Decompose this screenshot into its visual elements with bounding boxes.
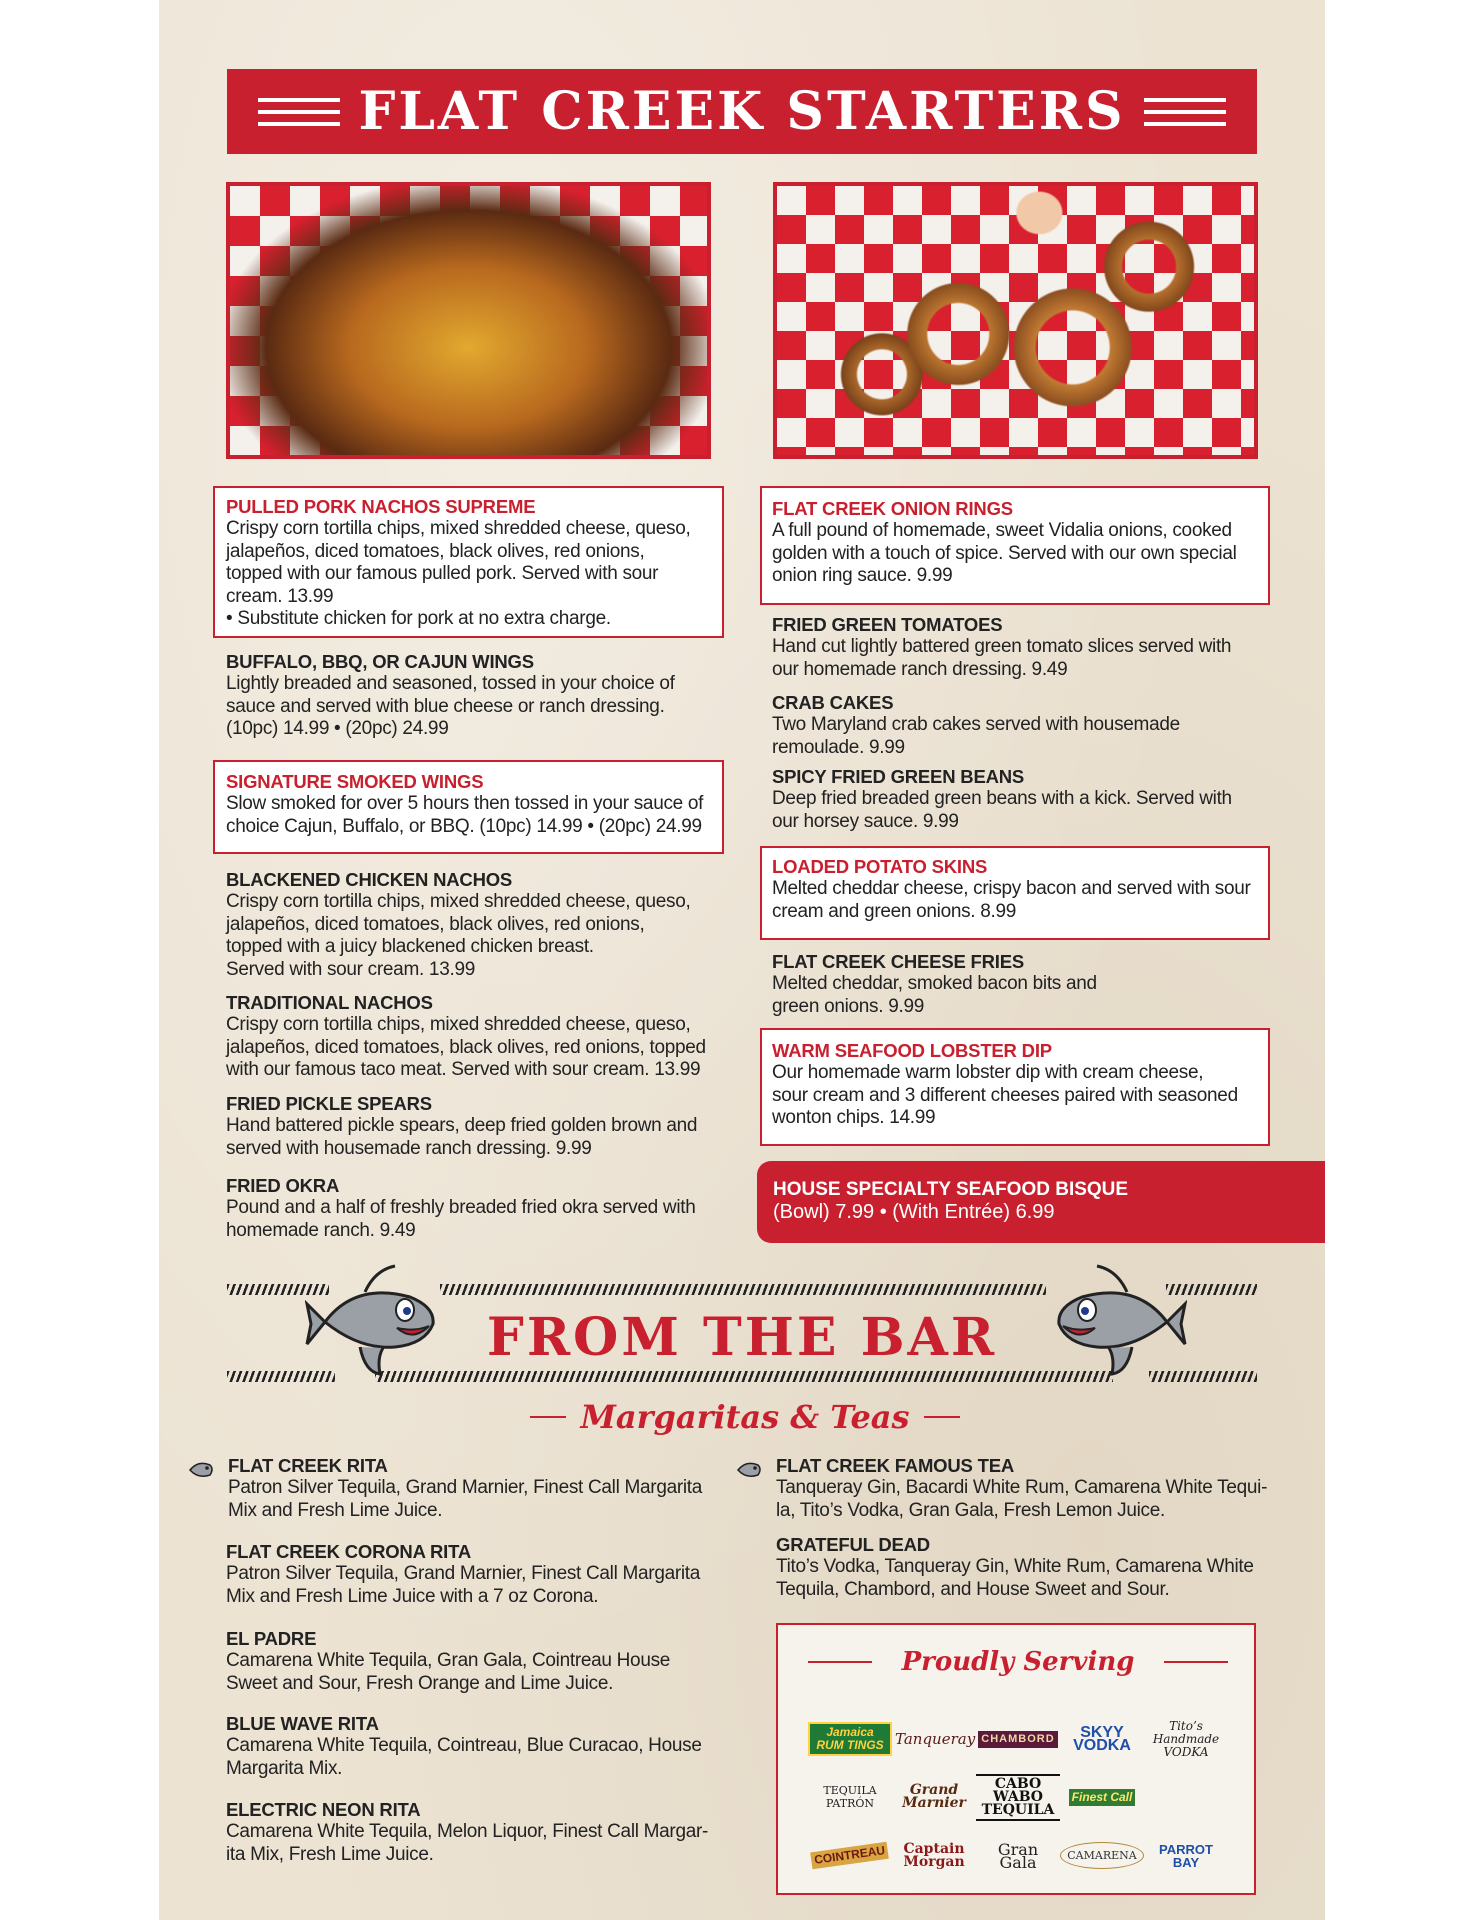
item-line: jalapeños, diced tomatoes, black olives, red onions, topped [226,1036,706,1058]
drink-line: Tequila, Chambord, and House Sweet and Sour. [776,1578,1170,1600]
tanqueray-logo: Tanqueray [895,1729,976,1748]
drink-line: Camarena White Tequila, Melon Liquor, Finest Call Margar- [226,1821,709,1842]
menu-item [772,498,1237,588]
item-line: Two Maryland crab cakes served with housemade [772,714,1180,735]
fish-bullet-icon [734,1455,764,1485]
captain-morgan-logo: Captain Morgan [903,1840,965,1870]
drink-title: BLUE WAVE RITA [226,1713,379,1734]
serving-rule [808,1661,872,1663]
item-title: SPICY FRIED GREEN BEANS [772,766,1025,787]
fish-bullet-icon [186,1455,216,1485]
cointreau-logo: COINTREAU [811,1842,890,1870]
menu-item [226,1175,696,1242]
fish-mascot-icon [305,1262,445,1377]
item-title: TRADITIONAL NACHOS [226,992,433,1013]
drink-line: Mix and Fresh Lime Juice with a 7 oz Corona. [226,1585,599,1607]
item-line: Crispy corn tortilla chips, mixed shredded cheese, queso, [226,1014,691,1035]
brand-logo-grid [808,1710,1228,1885]
item-line: Melted cheddar cheese, crispy bacon and served with sour [772,878,1251,899]
drink-item [226,1628,670,1695]
serving-header [808,1637,1228,1687]
item-line: jalapeños, diced tomatoes, black olives, red onions, [226,913,645,935]
menu-item [772,766,1232,833]
drink-title: FLAT CREEK RITA [228,1455,388,1476]
item-line: with our famous taco meat. Served with sour cream. 13.99 [226,1059,701,1080]
item-line: A full pound of homemade, sweet Vidalia onions, cooked [772,520,1232,541]
item-line: Pound and a half of freshly breaded fried okra served with [226,1197,696,1218]
item-line: remoulade. 9.99 [772,736,905,758]
drink-item [226,1541,700,1608]
item-title: SIGNATURE SMOKED WINGS [226,771,484,792]
gran-gala-logo: Gran Gala [997,1839,1039,1872]
drink-title: FLAT CREEK CORONA RITA [226,1541,471,1562]
fish-mascot-icon [1047,1262,1187,1377]
item-line: cream and green onions. 8.99 [772,900,1017,922]
subtitle-rule [924,1416,960,1418]
subtitle-text: Margaritas & Teas [580,1398,910,1436]
nachos-photo [226,182,711,459]
item-line: Deep fried breaded green beans with a kick. Served with [772,788,1232,809]
item-line: homemade ranch. 9.49 [226,1219,416,1241]
drink-title: EL PADRE [226,1628,317,1649]
drink-item [776,1455,1267,1522]
drink-title: GRATEFUL DEAD [776,1534,930,1555]
item-title: WARM SEAFOOD LOBSTER DIP [772,1040,1052,1061]
item-line: Crispy corn tortilla chips, mixed shredded cheese, queso, [226,891,691,912]
item-line: topped with our famous pulled pork. Served with sour [226,563,659,584]
item-line: Our homemade warm lobster dip with cream cheese, [772,1062,1204,1083]
item-line: jalapeños, diced tomatoes, black olives, red onions, [226,540,645,562]
item-line: sour cream and 3 different cheeses paired with seasoned [772,1084,1238,1106]
item-title: CRAB CAKES [772,692,894,713]
starters-banner [227,69,1257,154]
finest-call-logo: Finest Call [1069,1789,1136,1806]
menu-item [772,614,1231,681]
grand-marnier-logo: Grand Marnier [902,1782,966,1812]
proudly-serving-panel [776,1623,1256,1895]
drink-title: ELECTRIC NEON RITA [226,1799,421,1820]
item-line: Crispy corn tortilla chips, mixed shredded cheese, queso, [226,518,691,539]
item-line: choice Cajun, Buffalo, or BBQ. (10pc) 14.99 • (20pc) 24.99 [226,815,702,837]
banner-lines-right [1144,98,1226,126]
item-title: FRIED OKRA [226,1175,340,1196]
item-line: Melted cheddar, smoked bacon bits and [772,973,1097,994]
onion-rings-photo [773,182,1258,459]
patron-logo: TEQUILA PATRÓN [823,1784,877,1811]
bisque-price: (Bowl) 7.99 • (With Entrée) 6.99 [773,1201,1055,1223]
menu-item [772,951,1097,1018]
item-line: sauce and served with blue cheese or ranch dressing. [226,695,665,717]
menu-item [772,692,1180,759]
drink-title: FLAT CREEK FAMOUS TEA [776,1455,1015,1476]
banner-lines-left [258,98,340,126]
item-line: our horsey sauce. 9.99 [772,810,959,832]
menu-item [226,1093,697,1160]
drink-line: Patron Silver Tequila, Grand Marnier, Finest Call Margarita [226,1563,701,1584]
item-title: BLACKENED CHICKEN NACHOS [226,869,513,890]
item-line: golden with a touch of spice. Served with our own special [772,542,1237,564]
drink-line: Margarita Mix. [226,1757,343,1779]
hatch-divider [375,1371,1113,1382]
drink-line: Camarena White Tequila, Gran Gala, Cointreau House [226,1650,671,1671]
jamaica-logo: Jamaica RUM TINGS [808,1722,892,1756]
item-title: PULLED PORK NACHOS SUPREME [226,496,536,517]
hatch-divider [440,1284,1046,1295]
bar-header [227,1262,1257,1412]
menu-item [226,869,690,981]
chambord-logo: CHAMBORD [978,1731,1057,1748]
menu-item [772,856,1251,923]
drink-line: Mix and Fresh Lime Juice. [228,1499,443,1521]
menu-item [226,771,703,838]
titos-logo: Tito’s Handmade VODKA [1152,1718,1220,1759]
item-line: onion ring sauce. 9.99 [772,565,953,586]
menu-item [772,1040,1238,1130]
item-line: Lightly breaded and seasoned, tossed in your choice of [226,673,675,694]
bisque-title: HOUSE SPECIALTY SEAFOOD BISQUE [773,1179,1129,1200]
item-title: BUFFALO, BBQ, OR CAJUN WINGS [226,651,534,672]
skyy-logo: SKYY VODKA [1073,1724,1131,1755]
menu-item [226,651,675,741]
item-title: LOADED POTATO SKINS [772,856,988,877]
drink-item [226,1799,708,1866]
subtitle-rule [530,1416,566,1418]
camarena-logo: CAMARENA [1060,1842,1143,1869]
empty-logo-slot [1183,1795,1189,1799]
item-line: green onions. 9.99 [772,995,924,1017]
drink-line: Sweet and Sour, Fresh Orange and Lime Juice. [226,1672,614,1694]
item-title: FLAT CREEK ONION RINGS [772,498,1013,519]
item-line: Hand cut lightly battered green tomato slices served with [772,636,1232,657]
seafood-bisque-banner [757,1161,1325,1243]
item-line: topped with a juicy blackened chicken breast. [226,936,594,957]
item-line: wonton chips. 14.99 [772,1107,936,1128]
item-line: our homemade ranch dressing. 9.49 [772,658,1068,680]
drink-item [776,1534,1254,1601]
drink-line: Camarena White Tequila, Cointreau, Blue Curacao, House [226,1735,702,1756]
item-line: • Substitute chicken for pork at no extra charge. [226,608,611,629]
starters-title: FLAT CREEK STARTERS [358,81,1126,142]
cabo-wabo-logo: CABO WABO TEQUILA [976,1774,1060,1821]
bar-title: FROM THE BAR [486,1307,998,1368]
menu-item [226,992,706,1082]
drink-line: Tanqueray Gin, Bacardi White Rum, Camarena White Tequi- [776,1477,1268,1498]
item-line: Slow smoked for over 5 hours then tossed in your sauce of [226,793,704,814]
menu-item [226,496,690,631]
parrot-bay-logo: PARROT BAY [1159,1841,1213,1870]
drink-item [226,1713,702,1780]
item-line: Served with sour cream. 13.99 [226,958,475,980]
drink-line: Tito’s Vodka, Tanqueray Gin, White Rum, Camarena White [776,1556,1254,1577]
item-line: cream. 13.99 [226,585,334,607]
serving-rule [1164,1661,1228,1663]
item-title: FRIED GREEN TOMATOES [772,614,1003,635]
bar-subtitle [530,1392,960,1442]
drink-item [228,1455,702,1522]
drink-line: Patron Silver Tequila, Grand Marnier, Finest Call Margarita [228,1477,703,1498]
item-line: (10pc) 14.99 • (20pc) 24.99 [226,718,449,739]
drink-line: la, Tito’s Vodka, Gran Gala, Fresh Lemon Juice. [776,1499,1165,1521]
item-title: FRIED PICKLE SPEARS [226,1093,432,1114]
item-line: served with housemade ranch dressing. 9.99 [226,1137,592,1159]
drink-line: ita Mix, Fresh Lime Juice. [226,1843,434,1865]
item-title: FLAT CREEK CHEESE FRIES [772,951,1025,972]
item-line: Hand battered pickle spears, deep fried golden brown and [226,1115,698,1136]
serving-title: Proudly Serving [901,1647,1135,1677]
